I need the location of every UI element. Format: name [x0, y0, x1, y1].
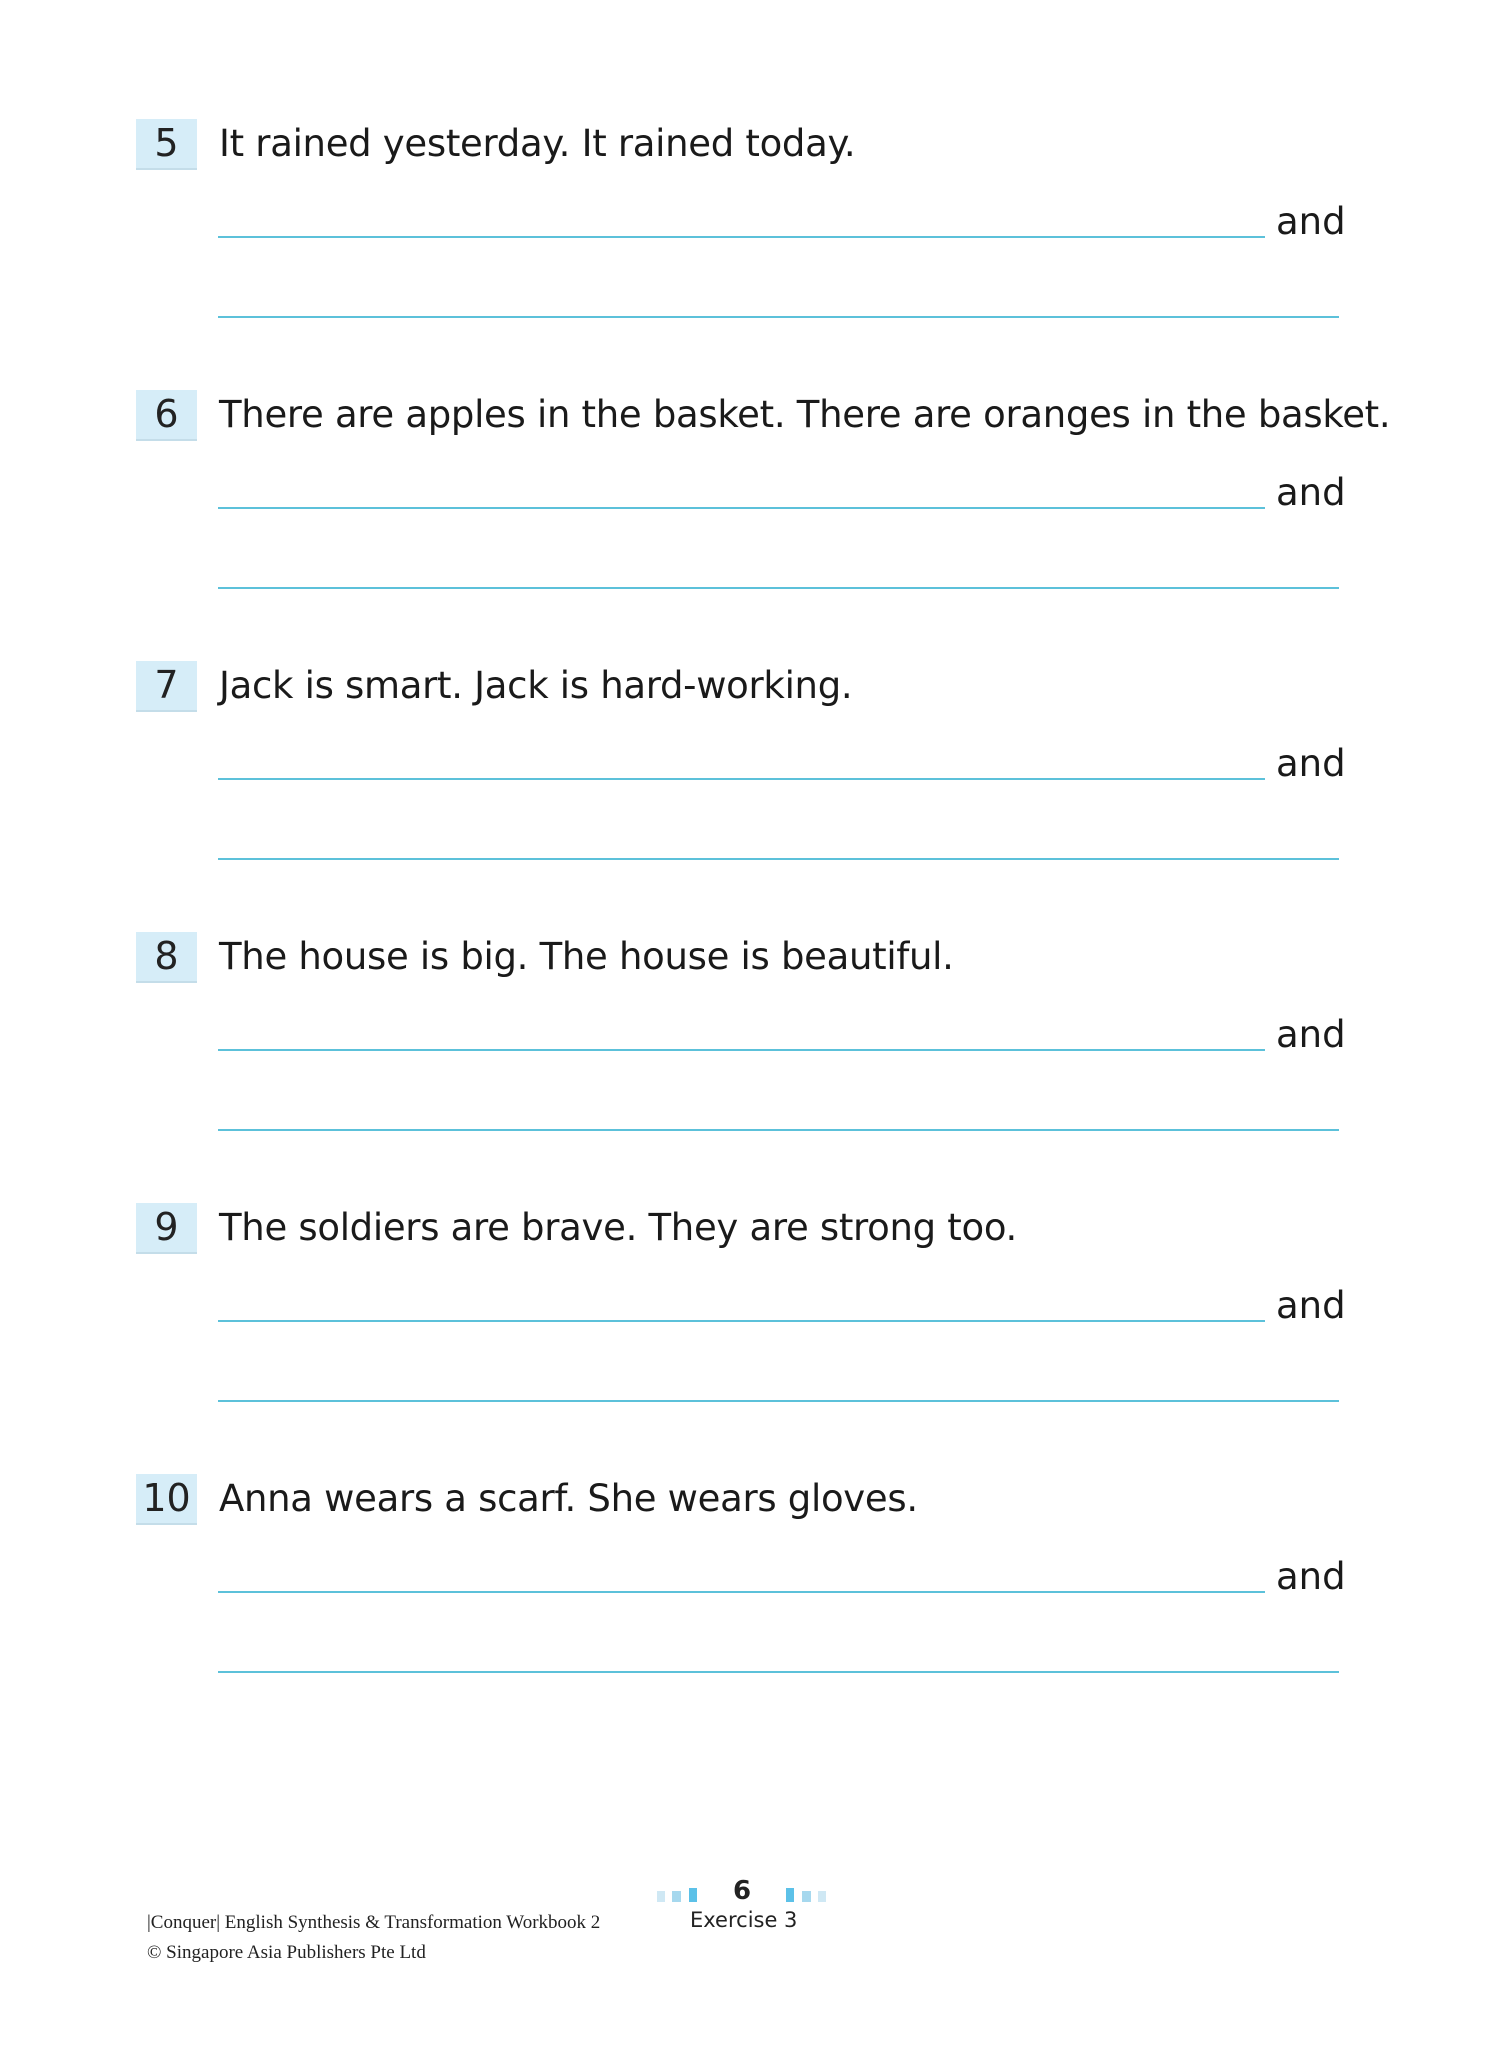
question-number: 8 — [136, 932, 197, 983]
page-dot-decoration — [672, 1891, 681, 1902]
answer-line[interactable] — [218, 1129, 1339, 1131]
connector-word: and — [1276, 742, 1346, 785]
page-dot-decoration — [657, 1891, 665, 1902]
question-item — [0, 390, 1504, 661]
page-dot-decoration — [802, 1891, 811, 1902]
answer-line[interactable] — [218, 1320, 1265, 1322]
question-item — [0, 119, 1504, 390]
answer-line[interactable] — [218, 316, 1339, 318]
answer-line[interactable] — [218, 1591, 1265, 1593]
connector-word: and — [1276, 1013, 1346, 1056]
book-title: |Conquer| English Synthesis & Transformation Workbook 2 — [147, 1912, 601, 1933]
question-text: The soldiers are brave. They are strong too. — [219, 1206, 1017, 1249]
connector-word: and — [1276, 471, 1346, 514]
answer-line[interactable] — [218, 587, 1339, 589]
answer-line[interactable] — [218, 1400, 1339, 1402]
question-item — [0, 932, 1504, 1203]
question-item — [0, 1203, 1504, 1474]
connector-word: and — [1276, 1555, 1346, 1598]
answer-line[interactable] — [218, 778, 1265, 780]
page-dot-decoration — [818, 1891, 826, 1902]
page-dot-decoration — [786, 1888, 794, 1902]
answer-line[interactable] — [218, 858, 1339, 860]
question-text: It rained yesterday. It rained today. — [219, 122, 856, 165]
question-item — [0, 1474, 1504, 1745]
question-number: 10 — [136, 1474, 197, 1525]
connector-word: and — [1276, 200, 1346, 243]
exercise-label: Exercise 3 — [690, 1908, 798, 1932]
answer-line[interactable] — [218, 1671, 1339, 1673]
copyright: © Singapore Asia Publishers Pte Ltd — [147, 1942, 426, 1963]
connector-word: and — [1276, 1284, 1346, 1327]
question-text: Anna wears a scarf. She wears gloves. — [219, 1477, 918, 1520]
answer-line[interactable] — [218, 1049, 1265, 1051]
question-text: Jack is smart. Jack is hard-working. — [219, 664, 853, 707]
page-dot-decoration — [689, 1888, 697, 1902]
question-number: 6 — [136, 390, 197, 441]
page-number: 6 — [733, 1876, 752, 1906]
answer-line[interactable] — [218, 507, 1265, 509]
question-text: The house is big. The house is beautiful. — [219, 935, 954, 978]
question-number: 7 — [136, 661, 197, 712]
question-number: 9 — [136, 1203, 197, 1254]
question-item — [0, 661, 1504, 932]
question-text: There are apples in the basket. There are oranges in the basket. — [219, 393, 1391, 436]
question-number: 5 — [136, 119, 197, 170]
answer-line[interactable] — [218, 236, 1265, 238]
